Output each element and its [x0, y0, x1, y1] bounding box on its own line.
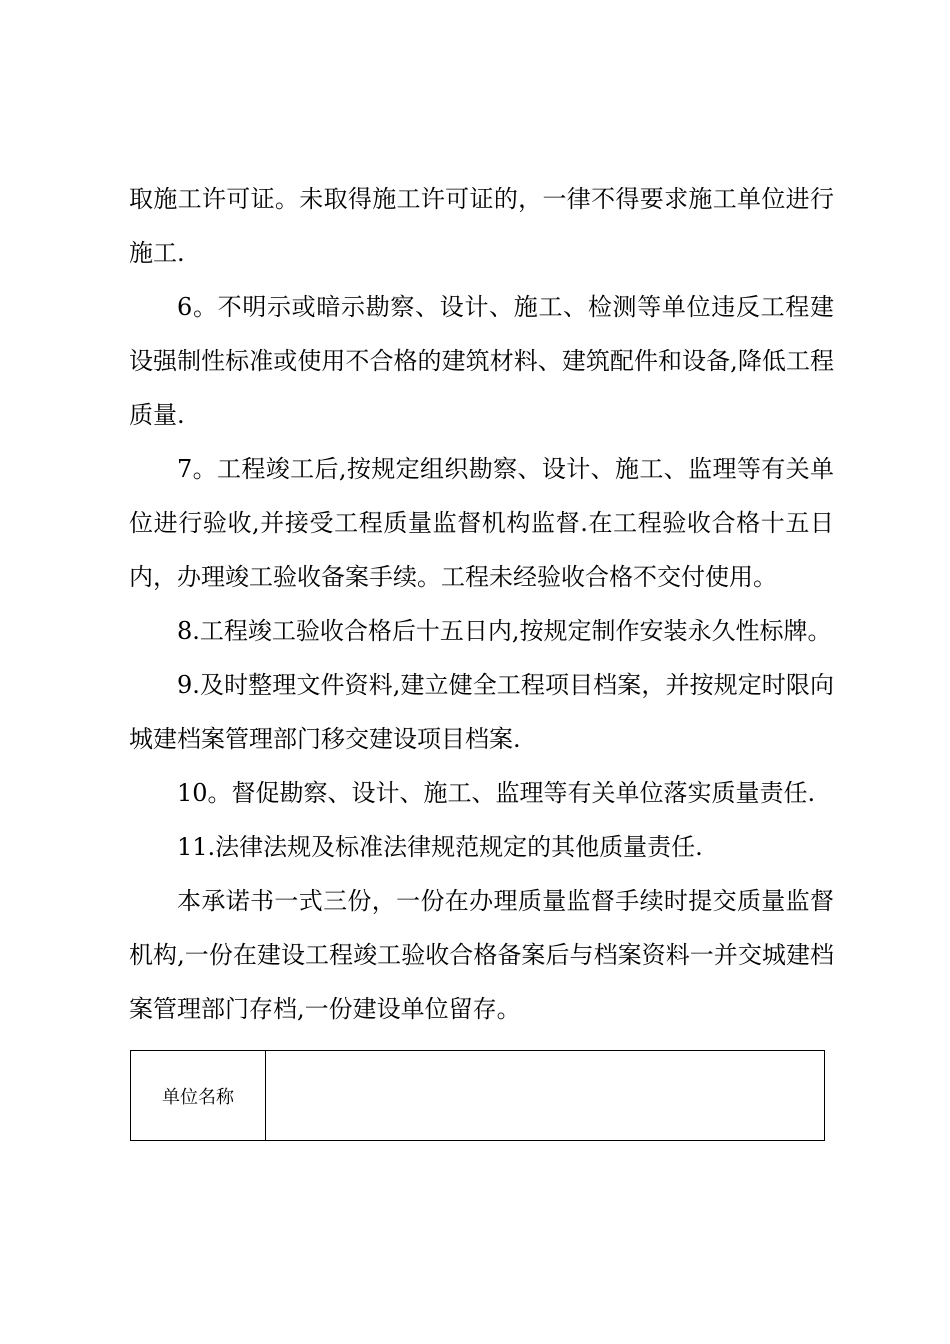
paragraph-closing: 本承诺书一式三份，一份在办理质量监督手续时提交质量监督机构,一份在建设工程竣工验收合格备案后与档案资料一并交城建档案管理部门存档,一份建设单位留存。 [129, 887, 834, 1023]
paragraph-item-11: 11.法律法规及标准法律规范规定的其他质量责任. [177, 833, 703, 861]
paragraph-item-6: 6。不明示或暗示勘察、设计、施工、检测等单位违反工程建设强制性标准或使用不合格的建筑材料、建筑配件和设备,降低工程质量. [129, 293, 834, 429]
paragraph-item-10: 10。督促勘察、设计、施工、监理等有关单位落实质量责任. [177, 779, 816, 807]
table-row [131, 1051, 825, 1141]
unit-info-table [130, 1050, 825, 1141]
paragraph-item-7: 7。工程竣工后,按规定组织勘察、设计、施工、监理等有关单位进行验收,并接受工程质量监督机构监督.在工程验收合格十五日内，办理竣工验收备案手续。工程未经验收合格不交付使用。 [129, 455, 834, 591]
unit-name-field[interactable] [266, 1051, 825, 1141]
unit-name-label: 单位名称 [131, 1051, 266, 1141]
paragraph-item-9: 9.及时整理文件资料,建立健全工程项目档案，并按规定时限向城建档案管理部门移交建设项目档案. [129, 671, 834, 753]
document-body [129, 172, 834, 1036]
paragraph-continuation: 取施工许可证。未取得施工许可证的，一律不得要求施工单位进行施工. [129, 185, 834, 267]
paragraph-item-8: 8.工程竣工验收合格后十五日内,按规定制作安装永久性标牌。 [177, 617, 832, 645]
